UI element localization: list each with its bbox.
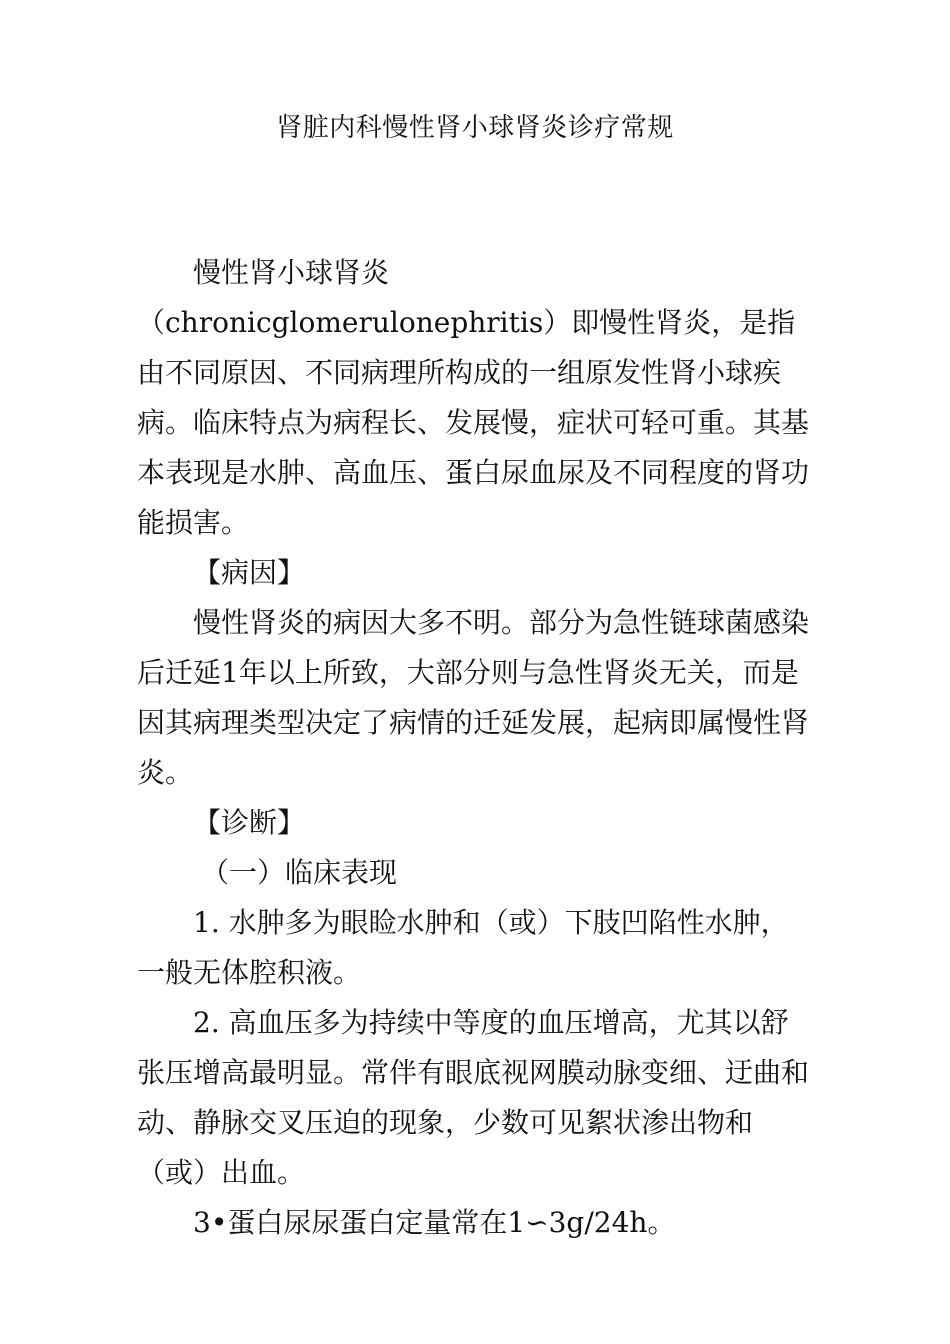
document-body bbox=[137, 248, 809, 1248]
section-heading-etiology: 【病因】 bbox=[193, 556, 306, 589]
list-item-edema: 1. 水肿多为眼睑水肿和（或）下肢凹陷性水肿，一般无体腔积液。 bbox=[137, 906, 789, 989]
document-title: 肾脏内科慢性肾小球肾炎诊疗常规 bbox=[276, 113, 674, 143]
section-heading-diagnosis: 【诊断】 bbox=[193, 806, 306, 839]
list-item-proteinuria: 3•蛋白尿尿蛋白定量常在1∽3g/24h。 bbox=[193, 1206, 676, 1239]
etiology-paragraph: 慢性肾炎的病因大多不明。部分为急性链球菌感染后迁延1年以上所致，大部分则与急性肾炎无关，而是因其病理类型决定了病情的迁延发展，起病即属慢性肾炎。 bbox=[137, 606, 810, 789]
intro-paragraph: 慢性肾小球肾炎（chronicglomerulonephritis）即慢性肾炎，是指由不同原因、不同病理所构成的一组原发性肾小球疾病。临床特点为病程长、发展慢，症状可轻可重。其基本表现是水肿、高血压、蛋白尿血尿及不同程度的肾功能损害。 bbox=[137, 256, 810, 539]
subsection-heading-clinical: （一）临床表现 bbox=[201, 856, 398, 889]
list-item-hypertension: 2. 高血压多为持续中等度的血压增高，尤其以舒张压增高最明显。常伴有眼底视网膜动脉变细、迂曲和动、静脉交叉压迫的现象，少数可见絮状渗出物和（或）出血。 bbox=[137, 1006, 810, 1189]
